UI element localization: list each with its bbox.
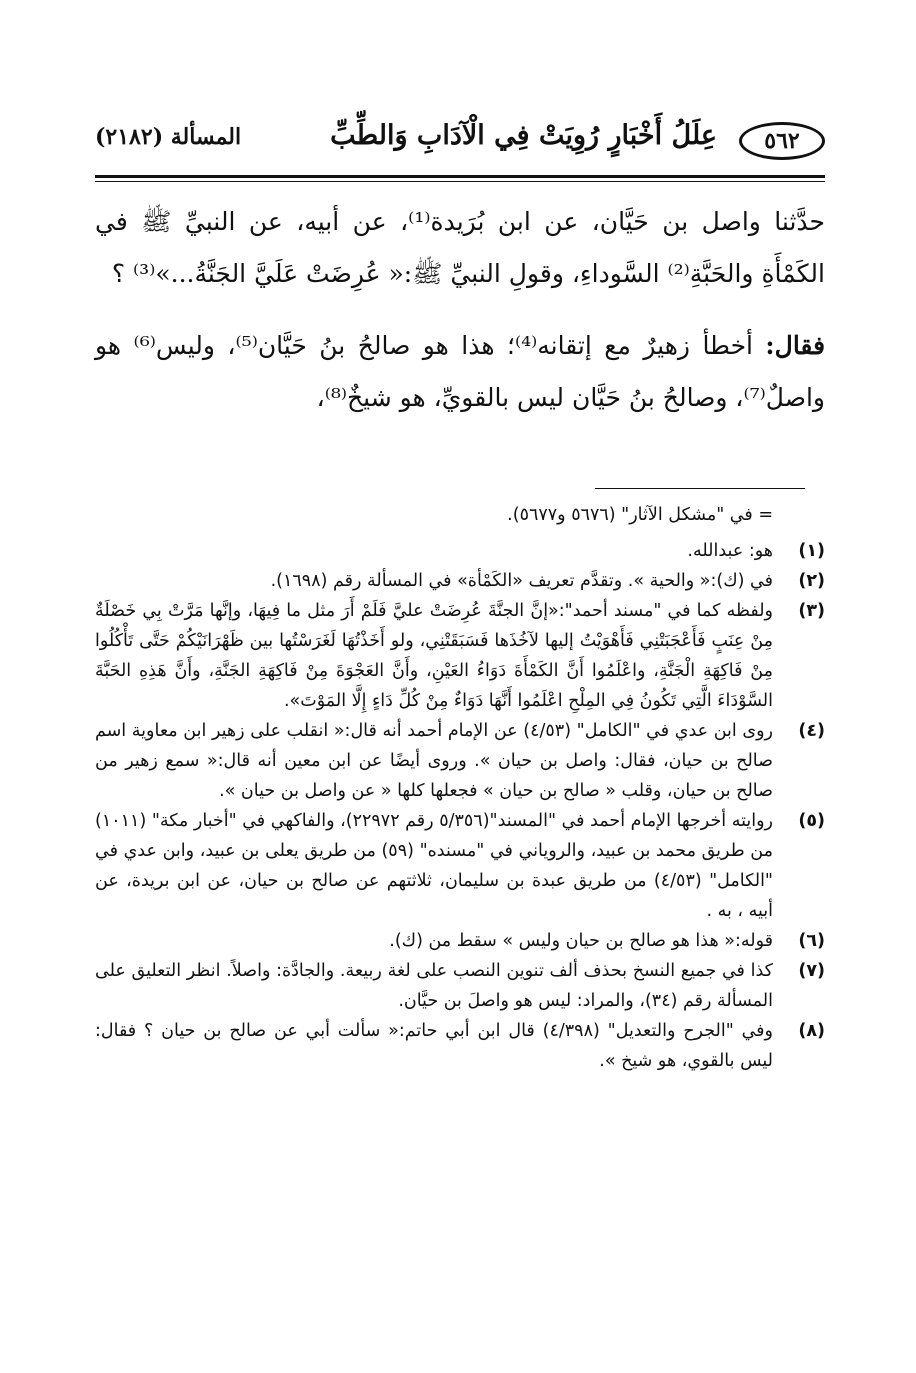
footnote-3 — [95, 596, 825, 716]
footnote-continuation: = في "مشكل الآثار" (٥٦٧٦ و٥٦٧٧). — [507, 505, 773, 525]
footnote-number: (٥) — [798, 811, 825, 831]
footnote-text: روى ابن عدي في "الكامل" (٤/٥٣) عن الإمام أحمد أنه قال:« انقلب على زهير ابن معاوية اسم صالح بن حيان، فقال: واصل بن حيان ». وروى أيضًا عن ابن معين أنه قال:« سمع زهير من صالح بن حيان، وقلب « صالح بن حيان » فجعلها كلها « عن واصل بن حيان ». — [95, 721, 773, 801]
footnote-number: (٦) — [798, 931, 825, 951]
footnote-1 — [95, 536, 825, 566]
page-number: ٥٦٢ — [739, 122, 825, 160]
header-rule-thin — [95, 181, 825, 182]
footnote-number: (٨) — [798, 1021, 825, 1041]
footnote-7 — [95, 956, 825, 1016]
footnote-number: (٣) — [798, 601, 825, 621]
footnote-text: قوله:« هذا هو صالح بن حيان وليس » سقط من (ك). — [389, 931, 773, 951]
footnote-text: في (ك):« والحية ». وتقدَّم تعريف «الكَمْأة» في المسألة رقم (١٦٩٨). — [270, 571, 773, 591]
footnote-5 — [95, 806, 825, 926]
book-title: عِلَلُ أَخْبَارٍ رُوِيَتْ فِي الْآدَابِ وَالطِّبِّ — [330, 120, 717, 151]
footnote-4 — [95, 716, 825, 806]
footnote-text: ولفظه كما في "مسند أحمد":«إنَّ الجنَّةَ عُرِضَتْ عليَّ فَلَمْ أَرَ مثل ما فِيهَا، وإنَّها مَرَّتْ بِي خَصْلَةٌ مِنْ عِنَبٍ فَأَعْجَبَتْنِي فَأَهْوَيْتُ إليها لآخُذَها فَسَبَقَتْنِي، ولو أَخَذْتُهَا لَغَرَسْتُها بين ظَهْرَانَيْكُمْ حَتَّى تَأْكُلُوا مِنْ فَاكِهَةِ الْجَنَّةِ، واعْلَمُوا أَنَّ الكَمْأَةَ دَوَاءُ العَيْنِ، وأَنَّ العَجْوَةَ مِنْ فَاكِهَةِ الجَنَّةِ، وأَنَّ هَذِهِ الحَبَّةَ السَّوْدَاءَ الَّتِي تَكُونُ فِي المِلْحِ اعْلَمُوا أَنَّهَا دَوَاءٌ مِنْ كُلِّ دَاءٍ إِلَّا المَوْتَ». — [95, 601, 773, 711]
separator-line — [595, 488, 805, 489]
footnote-text: روايته أخرجها الإمام أحمد في "المسند"(٥/٣٥٦ رقم ٢٢٩٧٢)، والفاكهي في "أخبار مكة" (١٠١١) من طريق محمد بن عبيد، والروياني في "مسنده" (٥٩) من طريق يعلى بن عبيد، وابن عدي في "الكامل" (٤/٥٣) من طريق عبدة بن سليمان، ثلاثتهم عن صالح بن حيان، عن ابن بريدة، عن أبيه ، به . — [95, 811, 773, 921]
footnote-6 — [95, 926, 825, 956]
page-header — [95, 118, 825, 168]
header-rule-thick — [95, 175, 825, 178]
footnote-number: (٤) — [798, 721, 825, 741]
footnotes — [95, 500, 825, 1076]
answer-paragraph — [95, 320, 825, 424]
footnote-text: هو: عبدالله. — [687, 541, 773, 561]
footnote-text: وفي "الجرح والتعديل" (٤/٣٩٨) قال ابن أبي حاتم:« سألت أبي عن صالح بن حيان ؟ فقال: ليس بالقوي، هو شيخ ». — [95, 1021, 773, 1071]
main-text — [95, 196, 825, 424]
footnote-2 — [95, 566, 825, 596]
answer-text: أخطأ زهيرٌ مع إتقانه⁽⁴⁾؛ هذا هو صالحُ بنُ حَيَّان⁽⁵⁾، وليس⁽⁶⁾ هو واصلٌ⁽⁷⁾، وصالحُ بنُ حَيَّان ليس بالقويِّ، هو شيخٌ⁽⁸⁾، — [95, 331, 825, 412]
footnote-number: (٧) — [798, 961, 825, 981]
issue-number: المسألة (٢١٨٢) — [95, 124, 242, 150]
question-paragraph: حدَّثنا واصل بن حَيَّان، عن ابن بُرَيدة⁽¹⁾، عن أبيه، عن النبيِّ ﷺ في الكَمْأَةِ والحَبَّةِ⁽²⁾ السَّوداءِ، وقولِ النبيِّ ﷺ:« عُرِضَتْ عَلَيَّ الجَنَّةُ...»⁽³⁾ ؟ — [95, 207, 826, 288]
answer-lead: فقال: — [765, 331, 826, 360]
footnote-number: (١) — [798, 541, 825, 561]
footnote-8 — [95, 1016, 825, 1076]
footnote-number: (٢) — [798, 571, 825, 591]
footnote-text: كذا في جميع النسخ بحذف ألف تنوين النصب على لغة ربيعة. والجادَّة: واصلاً. انظر التعليق على المسألة رقم (٣٤)، والمراد: ليس هو واصلَ بن حيَّان. — [95, 961, 773, 1011]
